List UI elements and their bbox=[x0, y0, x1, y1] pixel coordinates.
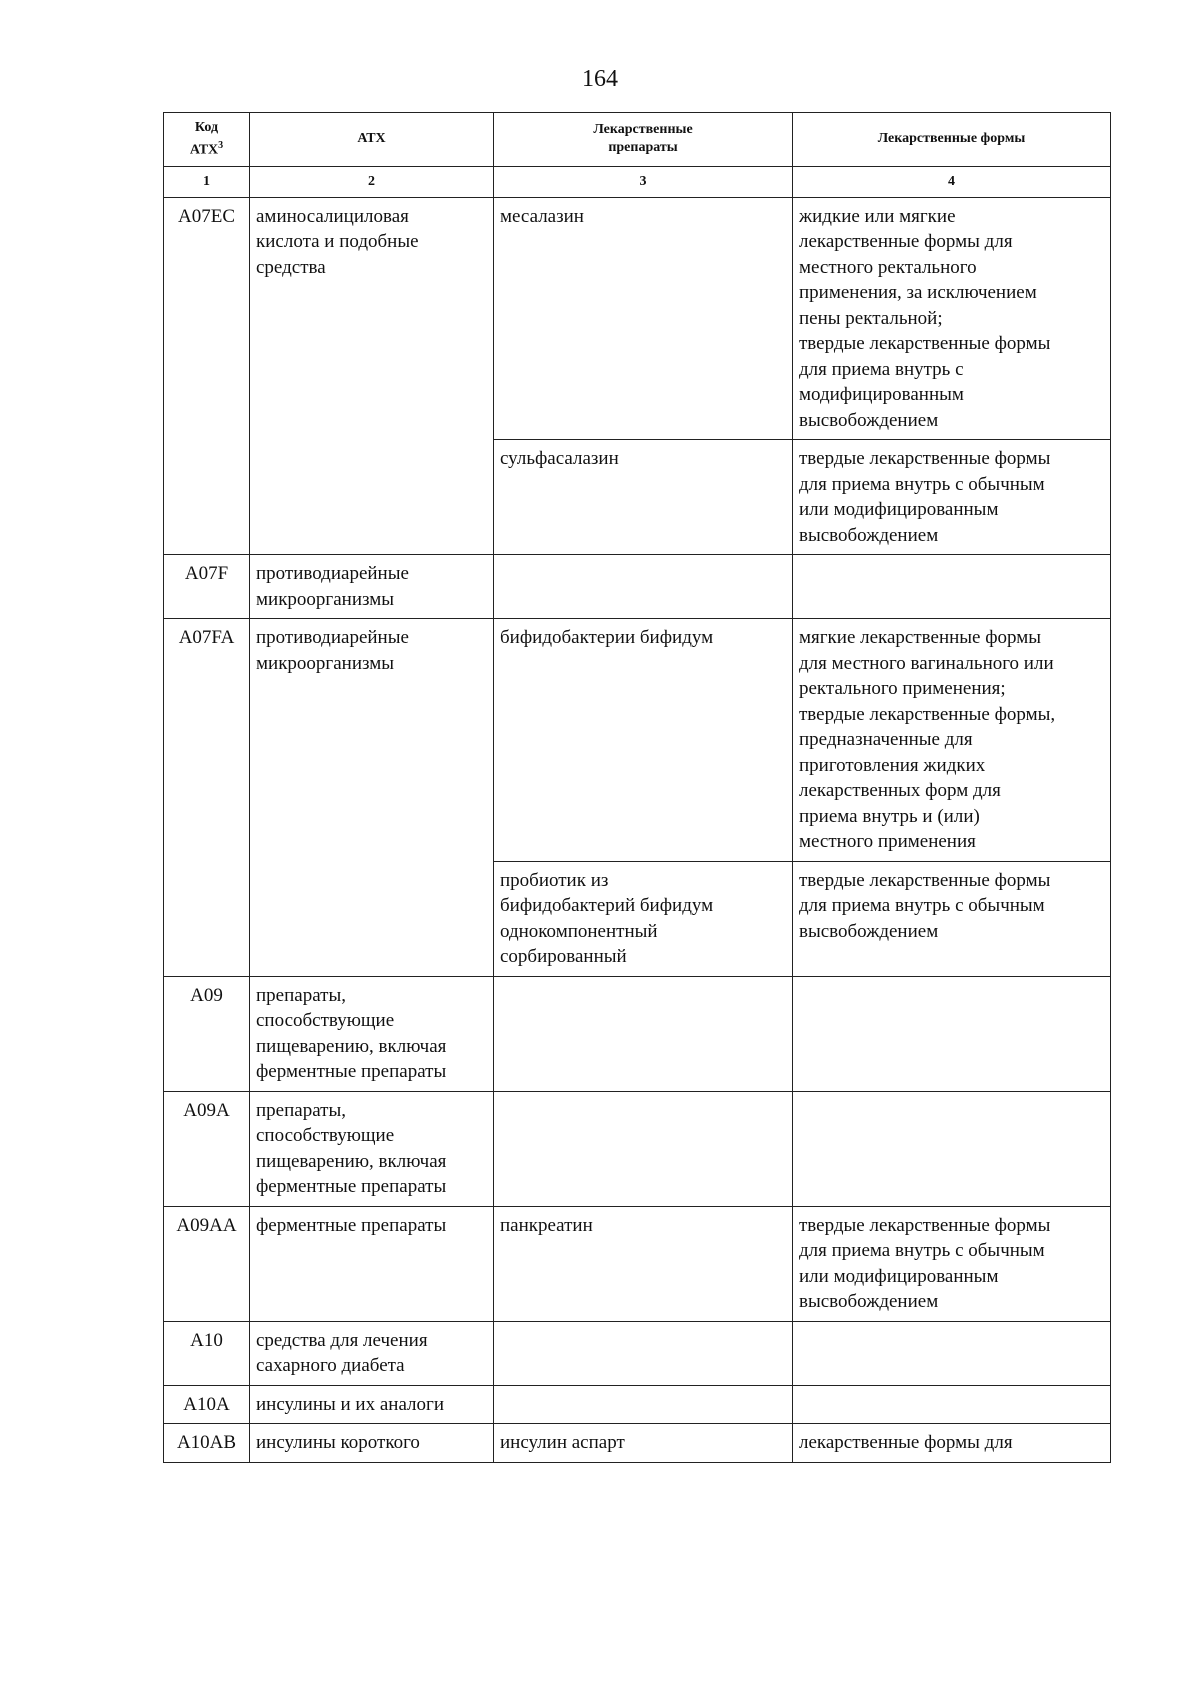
atc-group-cell: инсулины короткого bbox=[250, 1424, 494, 1463]
dosage-forms-cell bbox=[793, 976, 1111, 1091]
header-row bbox=[164, 113, 1111, 167]
table-row bbox=[164, 619, 1111, 862]
atc-group-cell: препараты, способствующие пищеварению, включая ферментные препараты bbox=[250, 1091, 494, 1206]
dosage-forms-cell: твердые лекарственные формы для приема внутрь с обычным высвобождением bbox=[793, 861, 1111, 976]
dosage-forms-cell: твердые лекарственные формы для приема внутрь с обычным или модифицированным высвобождением bbox=[793, 440, 1111, 555]
atc-code-cell: A07EC bbox=[164, 197, 250, 555]
atc-group-cell: средства для лечения сахарного диабета bbox=[250, 1321, 494, 1385]
atc-group-cell: аминосалициловая кислота и подобные средства bbox=[250, 197, 494, 555]
header-drugs: Лекарственные препараты bbox=[494, 113, 793, 167]
header-code-line2: АТХ bbox=[189, 142, 219, 158]
drug-name-cell bbox=[494, 555, 793, 619]
dosage-forms-cell bbox=[793, 555, 1111, 619]
dosage-forms-cell: мягкие лекарственные формы для местного вагинального или ректального применения; твердые лекарственные формы, предназначенные для приготовления жидких лекарственных форм для приема внутрь и (или) местного применения bbox=[793, 619, 1111, 862]
table-row bbox=[164, 1321, 1111, 1385]
atc-group-cell: противодиарейные микроорганизмы bbox=[250, 555, 494, 619]
dosage-forms-cell bbox=[793, 1385, 1111, 1424]
table-row bbox=[164, 1206, 1111, 1321]
header-atc: АТХ bbox=[250, 113, 494, 167]
drug-name-cell bbox=[494, 1385, 793, 1424]
atc-code-cell: A07F bbox=[164, 555, 250, 619]
atc-group-cell: препараты, способствующие пищеварению, включая ферментные препараты bbox=[250, 976, 494, 1091]
atc-code-cell: A10 bbox=[164, 1321, 250, 1385]
atc-code-cell: A07FA bbox=[164, 619, 250, 977]
table-row bbox=[164, 197, 1111, 440]
drug-name-cell: бифидобактерии бифидум bbox=[494, 619, 793, 862]
column-number: 2 bbox=[250, 166, 494, 197]
column-number-row bbox=[164, 166, 1111, 197]
atc-group-cell: инсулины и их аналоги bbox=[250, 1385, 494, 1424]
table-row bbox=[164, 1385, 1111, 1424]
dosage-forms-cell: жидкие или мягкие лекарственные формы для местного ректального применения, за исключением пены ректальной; твердые лекарственные формы для приема внутрь с модифицированным высвобождением bbox=[793, 197, 1111, 440]
atc-group-cell: ферментные препараты bbox=[250, 1206, 494, 1321]
drug-name-cell bbox=[494, 1091, 793, 1206]
header-code-line1: Код bbox=[194, 120, 219, 135]
table-row bbox=[164, 1091, 1111, 1206]
header-code bbox=[164, 113, 250, 167]
table-row bbox=[164, 555, 1111, 619]
atc-code-cell: A09AA bbox=[164, 1206, 250, 1321]
drug-name-cell: панкреатин bbox=[494, 1206, 793, 1321]
table-row bbox=[164, 1424, 1111, 1463]
atc-code-cell: A10A bbox=[164, 1385, 250, 1424]
column-number: 4 bbox=[793, 166, 1111, 197]
drug-name-cell: пробиотик из бифидобактерий бифидум однокомпонентный сорбированный bbox=[494, 861, 793, 976]
page-number: 164 bbox=[582, 66, 618, 92]
drug-name-cell: инсулин аспарт bbox=[494, 1424, 793, 1463]
drug-name-cell: месалазин bbox=[494, 197, 793, 440]
atc-code-cell: A10AB bbox=[164, 1424, 250, 1463]
dosage-forms-cell bbox=[793, 1091, 1111, 1206]
dosage-forms-cell: твердые лекарственные формы для приема внутрь с обычным или модифицированным высвобождением bbox=[793, 1206, 1111, 1321]
atc-code-cell: A09A bbox=[164, 1091, 250, 1206]
drug-name-cell: сульфасалазин bbox=[494, 440, 793, 555]
column-number: 3 bbox=[494, 166, 793, 197]
column-number: 1 bbox=[164, 166, 250, 197]
atc-drug-table bbox=[163, 112, 1111, 1463]
header-forms: Лекарственные формы bbox=[793, 113, 1111, 167]
dosage-forms-cell bbox=[793, 1321, 1111, 1385]
drug-name-cell bbox=[494, 976, 793, 1091]
dosage-forms-cell: лекарственные формы для bbox=[793, 1424, 1111, 1463]
drug-name-cell bbox=[494, 1321, 793, 1385]
atc-code-cell: A09 bbox=[164, 976, 250, 1091]
table-row bbox=[164, 976, 1111, 1091]
header-code-footnote: 3 bbox=[218, 140, 224, 151]
atc-group-cell: противодиарейные микроорганизмы bbox=[250, 619, 494, 977]
